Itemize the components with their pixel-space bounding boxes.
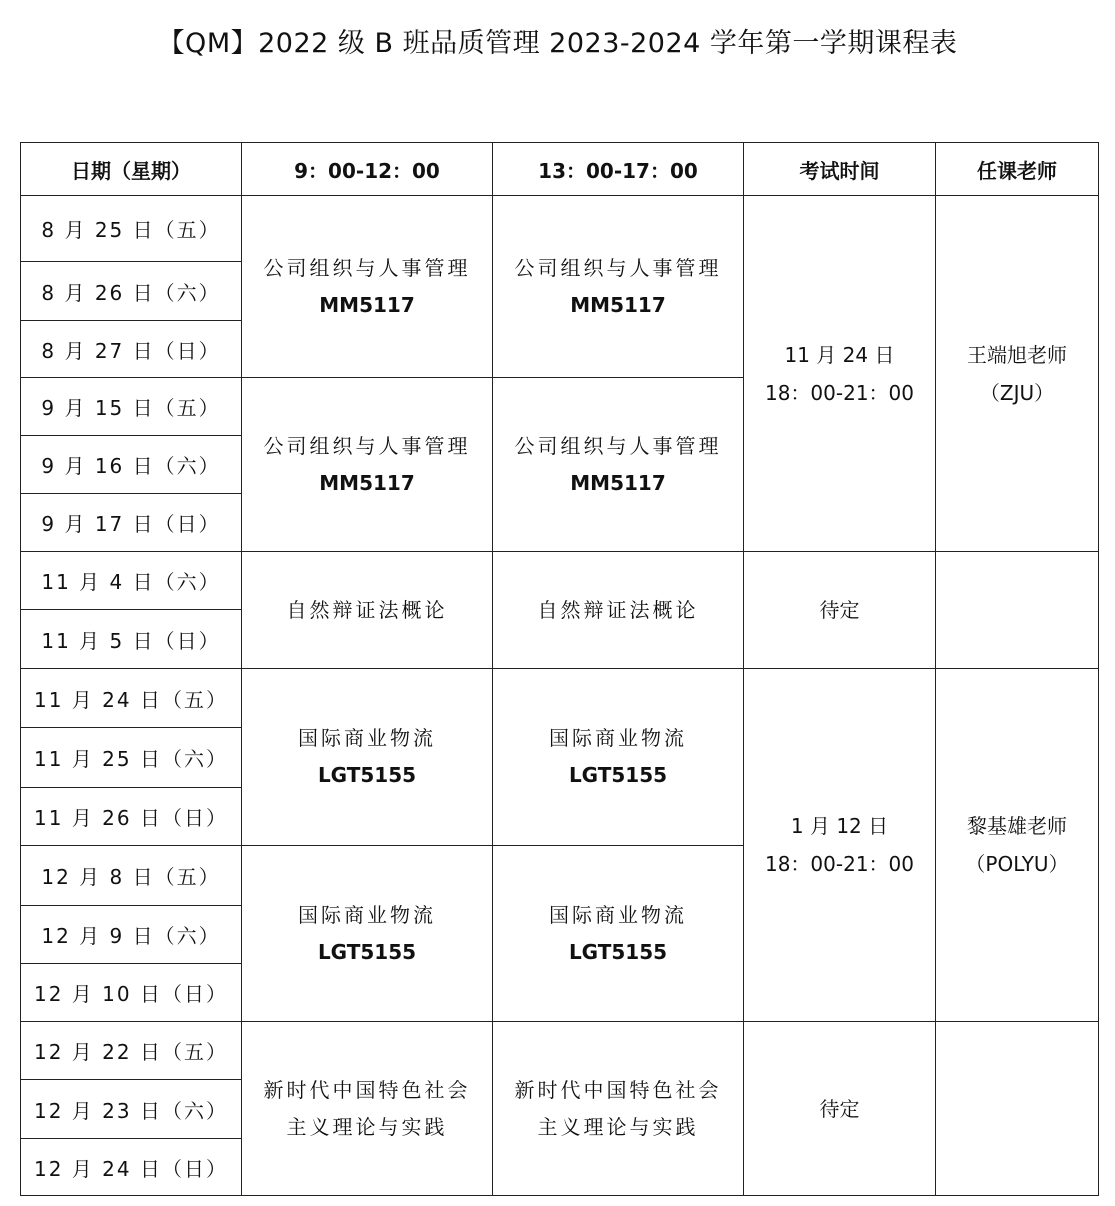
schedule-table <box>20 142 1099 1196</box>
date-cell: 11 月 4 日（六） <box>21 552 242 610</box>
course-cell-afternoon <box>493 669 744 846</box>
exam-time-cell: 待定 <box>744 1022 936 1196</box>
header-afternoon: 13：00-17：00 <box>493 143 744 196</box>
date-cell: 12 月 24 日（日） <box>21 1139 242 1196</box>
course-code: LGT5155 <box>317 939 417 964</box>
course-code: MM5117 <box>319 470 415 495</box>
table-row <box>21 552 1099 610</box>
date-cell: 11 月 5 日（日） <box>21 610 242 669</box>
date-cell: 12 月 23 日（六） <box>21 1080 242 1139</box>
teacher-school: （POLYU） <box>965 852 1069 876</box>
exam-date: 11 月 24 日 <box>784 342 895 367</box>
course-cell-afternoon <box>493 552 744 669</box>
course-code: LGT5155 <box>317 763 417 787</box>
date-cell: 11 月 24 日（五） <box>21 669 242 728</box>
course-name: 公司组织与人事管理 <box>263 433 471 458</box>
date-cell: 12 月 22 日（五） <box>21 1022 242 1080</box>
course-cell-morning <box>242 378 493 552</box>
header-row <box>21 143 1099 196</box>
course-name-line-2: 主义理论与实践 <box>286 1114 448 1139</box>
date-cell: 9 月 15 日（五） <box>21 378 242 436</box>
course-name: 国际商业物流 <box>298 726 436 750</box>
table-row <box>21 1022 1099 1080</box>
course-cell-afternoon <box>493 1022 744 1196</box>
course-name: 国际商业物流 <box>298 902 436 927</box>
course-name: 公司组织与人事管理 <box>263 255 471 280</box>
date-cell: 9 月 16 日（六） <box>21 436 242 494</box>
page-title: 【QM】2022 级 B 班品质管理 2023-2024 学年第一学期课程表 <box>157 28 958 59</box>
table-row <box>21 196 1099 262</box>
exam-time-cell <box>744 196 936 552</box>
exam-date: 1 月 12 日 <box>790 814 889 838</box>
course-cell-morning <box>242 669 493 846</box>
course-cell-afternoon <box>493 378 744 552</box>
course-code: LGT5155 <box>568 763 668 787</box>
date-cell: 12 月 10 日（日） <box>21 964 242 1022</box>
exam-hours: 18：00-21：00 <box>764 852 914 876</box>
course-name: 公司组织与人事管理 <box>514 255 722 280</box>
course-code: LGT5155 <box>568 939 668 964</box>
teacher-school: （ZJU） <box>979 380 1055 405</box>
course-cell-morning <box>242 846 493 1022</box>
table-row <box>21 669 1099 728</box>
teacher-cell-empty <box>936 552 1099 669</box>
header-teacher: 任课老师 <box>936 143 1099 196</box>
date-cell: 11 月 26 日（日） <box>21 788 242 846</box>
course-name: 国际商业物流 <box>549 726 687 750</box>
date-cell: 9 月 17 日（日） <box>21 494 242 552</box>
exam-time-cell: 待定 <box>744 552 936 669</box>
date-cell: 8 月 25 日（五） <box>21 196 242 262</box>
course-name: 公司组织与人事管理 <box>514 433 722 458</box>
course-cell-afternoon <box>493 846 744 1022</box>
course-cell-morning <box>242 196 493 378</box>
exam-hours: 18：00-21：00 <box>764 380 914 405</box>
date-cell: 12 月 8 日（五） <box>21 846 242 906</box>
date-cell: 8 月 27 日（日） <box>21 321 242 378</box>
course-code: MM5117 <box>570 292 666 317</box>
course-cell-morning <box>242 1022 493 1196</box>
header-exam-time: 考试时间 <box>744 143 936 196</box>
course-name-line-1: 新时代中国特色社会 <box>514 1077 722 1102</box>
date-cell: 11 月 25 日（六） <box>21 728 242 788</box>
teacher-name: 王端旭老师 <box>967 342 1067 367</box>
date-cell: 8 月 26 日（六） <box>21 262 242 321</box>
date-cell: 12 月 9 日（六） <box>21 906 242 964</box>
exam-time-cell <box>744 669 936 1022</box>
course-name: 自然辩证法概论 <box>537 597 699 622</box>
course-cell-afternoon <box>493 196 744 378</box>
header-date: 日期（星期） <box>21 143 242 196</box>
teacher-name: 黎基雄老师 <box>967 814 1067 838</box>
header-morning: 9：00-12：00 <box>242 143 493 196</box>
course-name: 自然辩证法概论 <box>286 597 448 622</box>
teacher-cell <box>936 196 1099 552</box>
course-name-line-1: 新时代中国特色社会 <box>263 1077 471 1102</box>
teacher-cell-empty <box>936 1022 1099 1196</box>
course-code: MM5117 <box>570 470 666 495</box>
teacher-cell <box>936 669 1099 1022</box>
course-cell-morning <box>242 552 493 669</box>
course-name-line-2: 主义理论与实践 <box>537 1114 699 1139</box>
course-name: 国际商业物流 <box>549 902 687 927</box>
course-code: MM5117 <box>319 292 415 317</box>
